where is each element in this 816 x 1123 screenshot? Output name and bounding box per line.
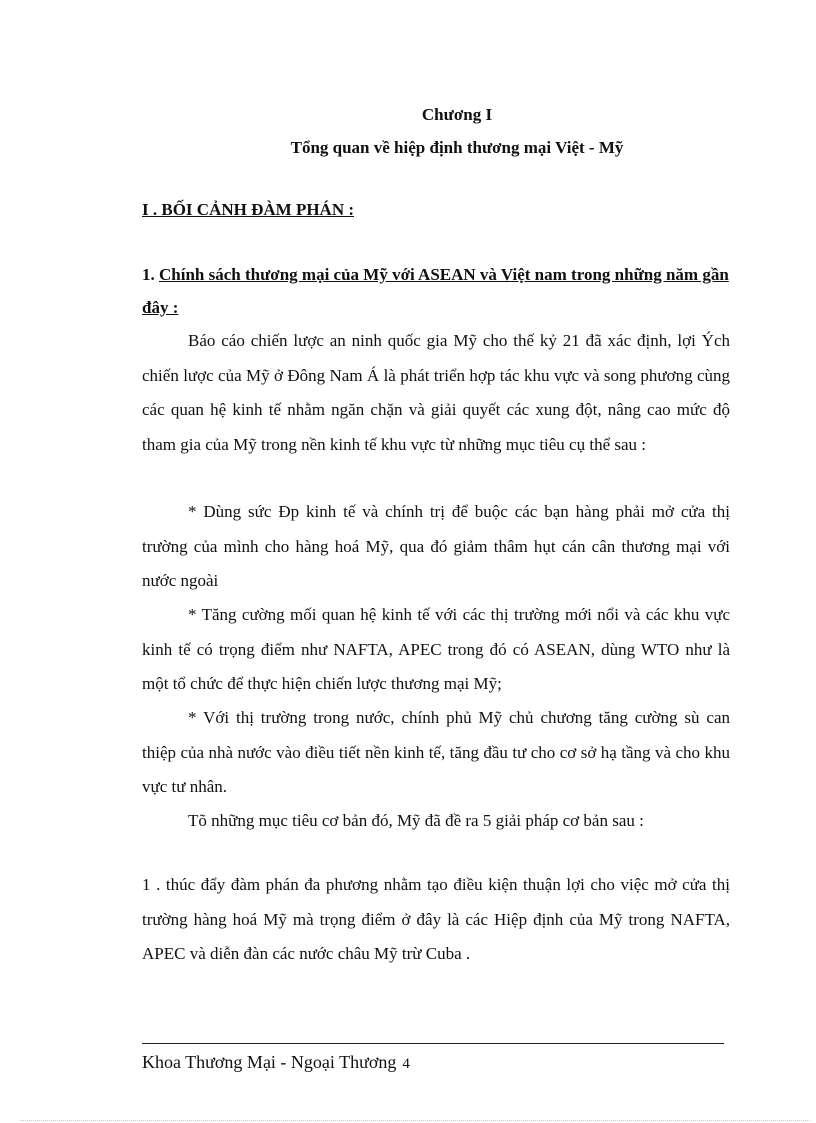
- chapter-label: Chương I: [421, 105, 493, 124]
- paragraph-bullet-1: * Dùng sức Ðp kinh tế và chính trị để buộc các bạn hàng phải mở cửa thị trường của mình cho hàng hoá Mỹ, qua đó giảm thâm hụt cán cân thương mại với nước ngoài: [142, 502, 730, 590]
- paragraph-bullet-3: * Với thị trường trong nước, chính phủ Mỹ chủ chương tăng cường sù can thiệp của nhà nước vào điều tiết nền kinh tế, tăng đầu tư cho cơ sở hạ tầng và cho khu vực tư nhân.: [142, 708, 730, 796]
- chapter-title: Tổng quan về hiệp định thương mại Việt - Mỹ: [290, 138, 624, 157]
- paragraph-solution-1: 1 . thúc đẩy đàm phán đa phương nhằm tạo điều kiện thuận lợi cho việc mở cửa thị trường hàng hoá Mỹ mà trọng điểm ở đây là các Hiệp định của Mỹ trong NAFTA, APEC và diễn đàn các nước châu Mỹ trừ Cuba .: [142, 875, 730, 963]
- paragraph-intro: Báo cáo chiến lược an ninh quốc gia Mỹ cho thế kỷ 21 đã xác định, lợi Ých chiến lược của Mỹ ở Đông Nam Á là phát triển hợp tác khu vực và song phương cùng các quan hệ kinh tế nhằm ngăn chặn và giải quyết các xung đột, nâng cao mức độ tham gia của Mỹ trong nền kinh tế khu vực từ những mục tiêu cụ thể sau :: [142, 331, 730, 454]
- subsection-title: Chính sách thương mại của Mỹ với ASEAN và Việt nam trong những năm gần đây :: [142, 265, 729, 317]
- page-edge-divider: [20, 1120, 810, 1121]
- footer-divider: [142, 1043, 724, 1044]
- footer-label: Khoa Thương Mại - Ngoại Thương: [142, 1052, 397, 1072]
- subsection-number: 1.: [142, 265, 155, 284]
- paragraph-summary: Tõ những mục tiêu cơ bản đó, Mỹ đã đề ra 5 giải pháp cơ bản sau :: [188, 811, 644, 830]
- section-heading: I . BỐI CẢNH ĐÀM PHÁN :: [142, 200, 355, 219]
- paragraph-bullet-2: * Tăng cường mối quan hệ kinh tế với các thị trường mới nổi và các khu vực kinh tế có trọng điểm như NAFTA, APEC trong đó có ASEAN, dùng WTO như là một tổ chức để thực hiện chiến lược thương mại Mỹ;: [142, 605, 730, 693]
- page-number: 4: [402, 1056, 410, 1072]
- page-footer: [142, 1050, 410, 1076]
- subsection-heading: [142, 258, 732, 324]
